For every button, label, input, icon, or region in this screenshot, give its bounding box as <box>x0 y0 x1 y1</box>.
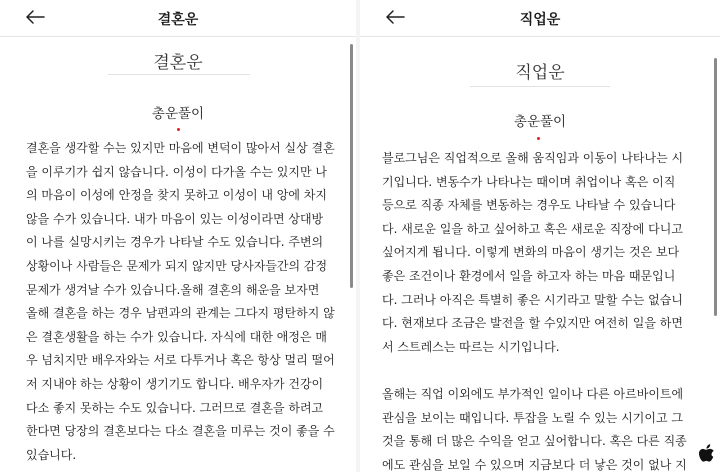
apple-logo-icon <box>697 441 717 467</box>
scrollbar[interactable] <box>714 58 717 316</box>
text-line: 우 넘치지만 배우자와는 서로 다투거나 혹은 항상 멀리 떨어 <box>26 353 335 368</box>
text-line: 다. 현재보다 조금은 발전을 할 수있지만 여전히 일을 하면 <box>382 316 683 331</box>
text-line: 좋은 조건이나 환경에서 일을 하고자 하는 마음 때문입니 <box>382 268 676 283</box>
section-title: 직업운 <box>515 63 565 83</box>
text-line: 에도 관심을 보일 수 있으며 지금보다 더 낳은 것이 없나 지 <box>382 457 687 472</box>
text-line: 것을 통해 더 많은 수익을 얻고 싶어합니다. 혹은 다른 직종 <box>382 434 687 449</box>
top-bar <box>0 0 356 37</box>
text-line: 다. 그러나 아직은 특별히 좋은 시기라고 말할 수는 없습니 <box>382 292 683 307</box>
text-line: 상황이나 사람들은 문제가 되지 않지만 당사자들간의 감정 <box>26 258 328 273</box>
sub-title: 총운풀이 <box>513 114 567 130</box>
accent-dot <box>537 137 540 140</box>
text-line: 등으로 직종 자체를 변동하는 경우도 나타날 수 있습니다 <box>382 198 676 213</box>
scrollbar[interactable] <box>350 44 353 288</box>
text-line: 을 이루기가 쉽지 않습니다. 이성이 다가올 수는 있지만 나 <box>26 164 327 179</box>
text-line: 은 결혼생활을 하는 수가 있습니다. 자식에 대한 애정은 매 <box>26 329 327 344</box>
fortune-text <box>382 147 687 472</box>
text-line: 이 나를 실망시키는 경우가 나타날 수도 있습니다. 주변의 <box>26 235 324 250</box>
section-divider <box>470 86 610 87</box>
text-line: 있습니다. <box>26 447 77 462</box>
text-line: 의 마음이 이성에 안정을 찾지 못하고 이성이 내 앙에 차지 <box>26 188 327 203</box>
text-line: 싶어지게 됩니다. 이렇게 변화의 마음이 생기는 것은 보다 <box>382 245 680 260</box>
text-line: 결혼을 생각할 수는 있지만 마음에 변덕이 많아서 실상 결혼 <box>26 141 335 155</box>
top-bar <box>360 0 720 37</box>
screen-title: 직업운 <box>519 12 561 28</box>
section-title: 결혼운 <box>153 53 203 73</box>
text-line: 올해는 직업 이외에도 부가적인 일이나 다른 아르바이트에 <box>382 386 684 401</box>
text-line: 다소 좋지 못하는 수도 있습니다. 그러므로 결혼을 하려고 <box>26 400 324 415</box>
text-line: 서 스트레스는 따르는 시기입니다. <box>382 339 560 354</box>
paragraph-gap <box>382 359 687 383</box>
career-fortune-screen <box>360 0 720 472</box>
section-divider <box>108 74 250 75</box>
text-line: 저 지내야 하는 상황이 생기기도 합니다. 배우자가 건강이 <box>26 376 324 391</box>
sub-title: 총운풀이 <box>151 106 205 122</box>
fortune-text <box>26 137 335 467</box>
text-line: 한다면 당장의 결혼보다는 다소 결혼을 미루는 것이 좋을 수 <box>26 424 335 439</box>
text-line: 올해 결혼을 하는 경우 남편과의 관계는 그다지 평탄하지 않 <box>26 306 335 321</box>
screen-title: 결혼운 <box>157 12 199 28</box>
marriage-fortune-screen <box>0 0 357 472</box>
text-line: 문제가 생겨날 수가 있습니다.올해 결혼의 해운을 보자면 <box>26 282 320 297</box>
text-line: 블로그님은 직업적으로 올해 움직임과 이동이 나타나는 시 <box>382 151 684 165</box>
text-line: 다. 새로운 일을 하고 싶어하고 혹은 새로운 직장에 다니고 <box>382 221 683 236</box>
text-line: 않을 수가 있습니다. 내가 마음이 있는 이성이라면 상대방 <box>26 211 324 226</box>
text-line: 기입니다. 변동수가 나타나는 때이며 취업이나 혹은 이직 <box>382 174 676 189</box>
text-line: 관심을 보이는 때입니다. 투잡을 노릴 수 있는 시기이고 그 <box>382 410 683 425</box>
accent-dot <box>177 128 180 131</box>
